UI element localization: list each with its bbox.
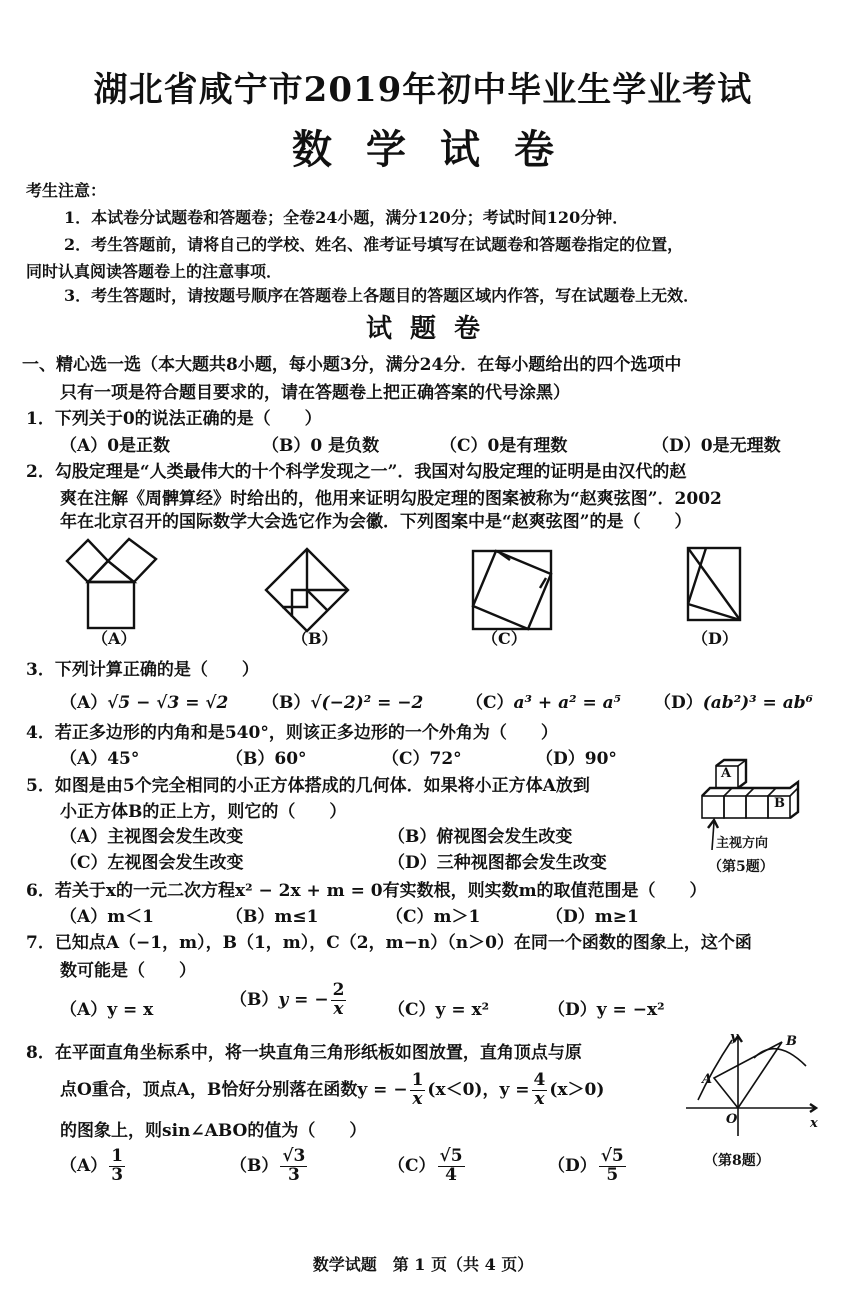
q5-figure-label-a: A [721, 766, 732, 781]
page-footer: 数学试题 第 1 页（共 4 页） [312, 1255, 534, 1274]
q8-option-a-numerator: 1 [111, 1146, 124, 1166]
q6-option-a: （A）m＜1 [60, 907, 155, 927]
q5-figure-caption: （第5题） [708, 859, 774, 875]
q7-option-b-pre: y = − [278, 989, 329, 1010]
q8-option-c-fraction [438, 1148, 465, 1185]
q2-label-b: （B） [292, 629, 338, 648]
q3-option-d [654, 688, 813, 713]
q8-option-a-fraction [109, 1148, 125, 1185]
q2-figure-a [62, 532, 162, 632]
q8-option-c-numerator: √5 [439, 1146, 463, 1166]
q8-option-b-fraction [280, 1148, 307, 1185]
q7-option-a: （A）y = x [60, 1000, 154, 1020]
q8-option-b [230, 1148, 309, 1185]
q5-line2: 小正方体B的正上方，则它的（ ） [60, 802, 347, 822]
q4-option-b: （B）60° [226, 749, 307, 769]
q4-option-d: （D）90° [536, 749, 617, 769]
q2-line3: 年在北京召开的国际数学大会选它作为会徽．下列图案中是“赵爽弦图”的是（ ） [60, 512, 692, 532]
q8-option-a-label: （A） [60, 1155, 108, 1176]
q8-line2-pre: 点O重合，顶点A，B恰好分别落在函数y = − [60, 1079, 408, 1100]
q3-stem: 3．下列计算正确的是（ ） [26, 660, 259, 680]
q8-figure-caption: （第8题） [704, 1153, 770, 1169]
q8-line2 [60, 1072, 604, 1109]
q8-figure-x-label: x [810, 1116, 818, 1131]
q8-option-c-denominator: 4 [445, 1164, 457, 1185]
q7-option-b-numerator: 2 [332, 980, 345, 1000]
q1-option-d: （D）0是无理数 [652, 436, 781, 456]
q3-option-a-expr: √5 − √3 = √2 [107, 693, 229, 713]
q2-label-c: （C） [482, 629, 527, 648]
q8-fraction-1 [410, 1072, 426, 1109]
q2-line2: 爽在注解《周髀算经》时给出的，他用来证明勾股定理的图案被称为“赵爽弦图”．2002 [60, 489, 722, 509]
q1-option-c: （C）0是有理数 [440, 436, 568, 456]
q5-option-b: （B）俯视图会发生改变 [388, 827, 573, 847]
q2-figure-b [262, 545, 352, 635]
q3-option-c-expr: a³ + a² = a⁵ [513, 693, 622, 713]
q8-option-d-label: （D） [548, 1155, 597, 1176]
q4-option-a: （A）45° [60, 749, 140, 769]
q5-option-d: （D）三种视图都会发生改变 [388, 853, 607, 873]
q8-option-a [60, 1148, 127, 1185]
q4-stem: 4．若正多边形的内角和是540°，则该正多边形的一个外角为（ ） [26, 723, 558, 743]
q2-line1: 2．勾股定理是“人类最伟大的十个科学发现之一”．我国对勾股定理的证明是由汉代的赵 [26, 462, 687, 482]
q3-option-d-expr: (ab²)³ = ab⁶ [702, 693, 814, 713]
q8-option-a-denominator: 3 [111, 1164, 124, 1185]
q3-option-b [262, 688, 423, 713]
q8-option-c-label: （C） [388, 1155, 436, 1176]
exam-subtitle: 数学试卷 [292, 126, 588, 173]
q5-figure-direction: 主视方向 [716, 836, 769, 851]
notice-item-3: 3．考生答题时，请按题号顺序在答题卷上各题目的答题区域内作答，写在试题卷上无效． [64, 286, 700, 305]
q5-option-a: （A）主视图会发生改变 [60, 827, 244, 847]
exam-title: 湖北省咸宁市2019年初中毕业生学业考试 [93, 70, 753, 110]
q8-option-d [548, 1148, 628, 1185]
part1-heading-line2: 只有一项是符合题目要求的，请在答题卷上把正确答案的代号涂黑） [60, 383, 570, 403]
q7-option-b-fraction [331, 982, 347, 1019]
q8-figure-origin-label: O [726, 1112, 738, 1127]
q7-option-b-label: （B） [230, 989, 279, 1010]
q3-option-b-expr: √(−2)² = −2 [310, 693, 424, 713]
q8-fraction-2-numerator: 4 [533, 1070, 546, 1090]
q7-option-c: （C）y = x² [388, 1000, 490, 1020]
q8-figure-point-a: A [702, 1072, 713, 1087]
notice-heading: 考生注意： [26, 181, 107, 200]
q8-option-c [388, 1148, 467, 1185]
q2-figure-d [684, 544, 744, 624]
q5-option-c: （C）左视图会发生改变 [60, 853, 244, 873]
q3-option-c-label: （C） [466, 693, 514, 713]
q5-line1: 5．如图是由5个完全相同的小正方体搭成的几何体．如果将小正方体A放到 [26, 776, 590, 796]
q7-option-b-denominator: x [333, 998, 344, 1019]
q8-figure-y-label: y [730, 1030, 738, 1045]
q7-line1: 7．已知点A（−1，m），B（1，m），C（2，m−n）（n＞0）在同一个函数的图象上，这个函 [26, 933, 752, 953]
q6-option-c: （C）m＞1 [386, 907, 481, 927]
section-title: 试题卷 [365, 314, 498, 344]
q7-option-d: （D）y = −x² [548, 1000, 665, 1020]
q1-stem: 1．下列关于0的说法正确的是（ ） [26, 409, 322, 429]
q3-option-a-label: （A） [60, 693, 108, 713]
q6-option-d: （D）m≥1 [546, 907, 639, 927]
q2-figure-c [470, 548, 554, 632]
notice-item-2-line1: 2．考生答题前，请将自己的学校、姓名、准考证号填写在试题卷和答题卷指定的位置， [64, 235, 684, 254]
q8-figure-point-b: B [786, 1034, 797, 1049]
q7-option-b [230, 982, 348, 1019]
notice-item-2-line2: 同时认真阅读答题卷上的注意事项． [26, 262, 283, 281]
q8-option-d-fraction [599, 1148, 626, 1185]
q1-option-b: （B）0 是负数 [262, 436, 380, 456]
q8-fraction-1-numerator: 1 [411, 1070, 424, 1090]
q2-label-a: （A） [92, 629, 137, 648]
q8-fraction-1-denominator: x [412, 1088, 423, 1109]
q1-option-a: （A）0是正数 [60, 436, 171, 456]
q8-line2-mid: (x＜0)，y = [427, 1079, 530, 1100]
q2-label-d: （D） [692, 629, 738, 648]
q8-line1: 8．在平面直角坐标系中，将一块直角三角形纸板如图放置，直角顶点与原 [26, 1043, 582, 1063]
q8-option-b-label: （B） [230, 1155, 279, 1176]
q6-stem: 6．若关于x的一元二次方程x² − 2x + m = 0有实数根，则实数m的取值范围是（ ） [26, 881, 707, 901]
q8-option-b-numerator: √3 [282, 1146, 306, 1166]
q4-option-c: （C）72° [382, 749, 462, 769]
q8-line2-post: (x＞0) [549, 1079, 605, 1100]
q3-option-c [466, 688, 621, 713]
q3-option-a [60, 688, 228, 713]
notice-item-1: 1．本试卷分试题卷和答题卷；全卷24小题，满分120分；考试时间120分钟． [64, 208, 629, 227]
q8-option-d-numerator: √5 [600, 1146, 624, 1166]
q8-option-d-denominator: 5 [606, 1164, 619, 1185]
q8-fraction-2-denominator: x [534, 1088, 545, 1109]
part1-heading-line1: 一、精心选一选（本大题共8小题，每小题3分，满分24分．在每小题给出的四个选项中 [22, 355, 682, 375]
q8-option-b-denominator: 3 [287, 1164, 300, 1185]
q7-line2: 数可能是（ ） [60, 961, 196, 981]
q8-fraction-2 [532, 1072, 548, 1109]
q5-figure-label-b: B [774, 796, 785, 811]
q3-option-d-label: （D） [654, 693, 703, 713]
q8-line3: 的图象上，则sin∠ABO的值为（ ） [60, 1121, 367, 1141]
q6-option-b: （B）m≤1 [226, 907, 319, 927]
q3-option-b-label: （B） [262, 693, 311, 713]
